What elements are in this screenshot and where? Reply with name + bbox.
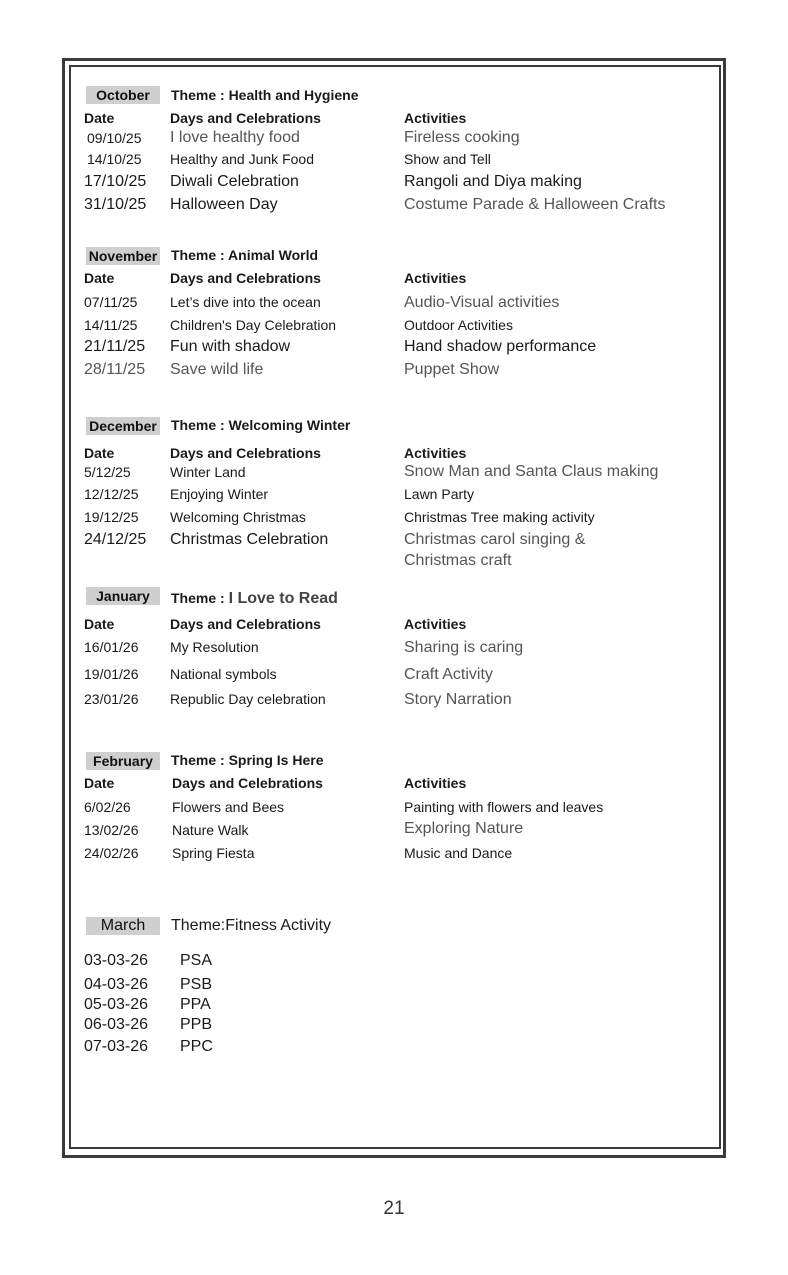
row-class: PSB [180, 976, 213, 993]
theme-march: Theme:Fitness Activity [171, 917, 332, 934]
row-activity: Costume Parade & Halloween Crafts [404, 196, 666, 213]
row-date: 04-03-26 [84, 976, 149, 993]
month-label-january: January [86, 587, 160, 605]
theme-october: Theme : Health and Hygiene [171, 87, 359, 103]
row-day: Spring Fiesta [172, 845, 255, 861]
row-date: 06-03-26 [84, 1016, 149, 1033]
header-date: Date [84, 110, 115, 126]
row-activity: Outdoor Activities [404, 317, 513, 333]
row-activity-continued: Christmas craft [404, 552, 512, 569]
row-day: Flowers and Bees [172, 799, 285, 815]
header-date: Date [84, 775, 115, 791]
row-class: PSA [180, 952, 213, 969]
month-label-december: December [86, 417, 160, 435]
row-date: 19/01/26 [84, 666, 139, 682]
row-activity: Music and Dance [404, 845, 513, 861]
row-activity: Hand shadow performance [404, 338, 597, 355]
row-class: PPA [180, 996, 211, 1013]
row-date: 21/11/25 [84, 338, 146, 355]
header-days: Days and Celebrations [172, 775, 323, 791]
row-activity: Painting with flowers and leaves [404, 799, 604, 815]
row-day: Let’s dive into the ocean [170, 294, 321, 310]
header-date: Date [84, 616, 115, 632]
row-activity: Story Narration [404, 691, 512, 708]
row-date: 16/01/26 [84, 639, 139, 655]
row-day: My Resolution [170, 639, 259, 655]
row-day: Welcoming Christmas [170, 509, 306, 525]
page-border-inner [69, 65, 721, 1149]
row-day: Fun with shadow [170, 338, 291, 355]
row-date: 23/01/26 [84, 691, 139, 707]
header-activities: Activities [404, 775, 467, 791]
row-activity: Sharing is caring [404, 639, 524, 656]
row-date: 17/10/25 [84, 173, 147, 190]
row-date: 6/02/26 [84, 799, 131, 815]
row-day: Save wild life [170, 361, 264, 378]
row-day: I love healthy food [170, 129, 300, 146]
month-label-march: March [86, 917, 160, 935]
row-date: 03-03-26 [84, 952, 149, 969]
row-activity: Audio-Visual activities [404, 294, 560, 311]
row-activity: Snow Man and Santa Claus making [404, 463, 659, 480]
header-date: Date [84, 445, 115, 461]
row-date: 24/12/25 [84, 531, 147, 548]
row-date: 5/12/25 [84, 464, 131, 480]
row-day: Children's Day Celebration [170, 317, 337, 333]
row-date: 31/10/25 [84, 196, 147, 213]
row-day: Diwali Celebration [170, 173, 299, 190]
row-activity: Puppet Show [404, 361, 500, 378]
header-activities: Activities [404, 616, 467, 632]
row-day: Enjoying Winter [170, 486, 269, 502]
header-days: Days and Celebrations [170, 616, 321, 632]
page-number: 21 [383, 1198, 405, 1219]
header-activities: Activities [404, 270, 467, 286]
theme-january [171, 591, 338, 607]
row-date: 09/10/25 [87, 130, 142, 146]
row-date: 28/11/25 [84, 361, 146, 378]
row-date: 14/11/25 [84, 317, 138, 333]
row-date: 13/02/26 [84, 822, 139, 838]
row-activity: Fireless cooking [404, 129, 520, 146]
header-days: Days and Celebrations [170, 110, 321, 126]
header-days: Days and Celebrations [170, 270, 321, 286]
row-day: Healthy and Junk Food [170, 151, 314, 167]
theme-november: Theme : Animal World [171, 247, 319, 263]
header-date: Date [84, 270, 115, 286]
row-class: PPB [180, 1016, 213, 1033]
row-activity: Exploring Nature [404, 820, 524, 837]
theme-february: Theme : Spring Is Here [171, 752, 324, 768]
row-day: Republic Day celebration [170, 691, 326, 707]
row-date: 14/10/25 [87, 151, 142, 167]
row-day: Halloween Day [170, 196, 278, 213]
row-day: National symbols [170, 666, 277, 682]
row-activity: Lawn Party [404, 486, 475, 502]
row-activity: Craft Activity [404, 666, 493, 683]
month-label-february: February [86, 752, 160, 770]
row-date: 24/02/26 [84, 845, 139, 861]
row-day: Christmas Celebration [170, 531, 329, 548]
row-date: 12/12/25 [84, 486, 139, 502]
row-date: 07/11/25 [84, 294, 138, 310]
row-activity: Christmas Tree making activity [404, 509, 595, 525]
row-activity: Show and Tell [404, 151, 491, 167]
row-date: 07-03-26 [84, 1038, 149, 1055]
row-activity: Christmas carol singing & [404, 531, 586, 548]
theme-december: Theme : Welcoming Winter [171, 417, 351, 433]
row-date: 05-03-26 [84, 996, 149, 1013]
header-days: Days and Celebrations [170, 445, 321, 461]
row-activity: Rangoli and Diya making [404, 173, 582, 190]
row-day: Winter Land [170, 464, 246, 480]
header-activities: Activities [404, 445, 467, 461]
header-activities: Activities [404, 110, 467, 126]
row-class: PPC [180, 1038, 213, 1055]
month-label-october: October [86, 86, 160, 104]
theme-prefix: Theme : [171, 590, 229, 606]
row-day: Nature Walk [172, 822, 249, 838]
row-date: 19/12/25 [84, 509, 139, 525]
month-label-november: November [86, 247, 160, 265]
theme-title: I Love to Read [228, 590, 338, 607]
